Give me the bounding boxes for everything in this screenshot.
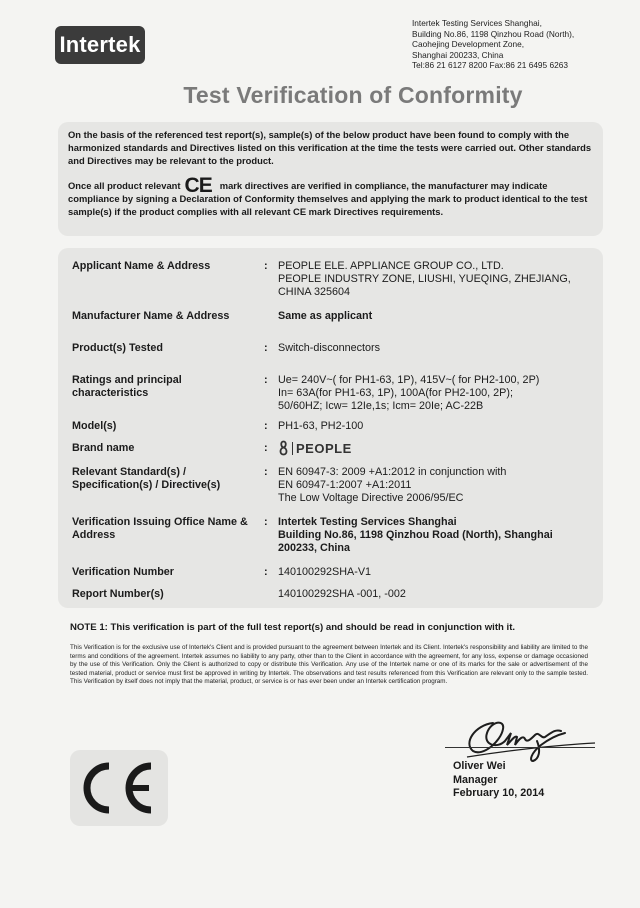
detail-value: Same as applicant xyxy=(278,310,373,322)
brand-logo xyxy=(278,440,352,456)
colon-separator: : xyxy=(264,442,268,454)
detail-label: Brand name xyxy=(72,442,135,454)
detail-value: Ue= 240V~( for PH1-63, 1P), 415V~( for PH2-100, 2P) In= 63A(for PH1-63, 1P), 100A(for PH2-100, 2P); 50/60HZ; Icw= 12Ie,1s; Icm= 20Ie; AC-22B xyxy=(278,374,540,413)
detail-label: Product(s) Tested xyxy=(72,342,163,354)
intro-paragraph: On the basis of the referenced test report(s), sample(s) of the below product have been found to comply with the harmonized standards and Directives listed on this verification at the time the tests were carried out. Other standards and Directives may be relevant to the product. xyxy=(68,129,592,167)
address-line: Intertek Testing Services Shanghai, xyxy=(412,18,542,28)
issuer-address-block xyxy=(412,18,632,71)
colon-separator: : xyxy=(264,566,268,578)
signature-line xyxy=(445,747,595,748)
detail-value: 140100292SHA-V1 xyxy=(278,566,372,578)
logo-text: Intertek xyxy=(59,32,141,57)
address-line: Tel:86 21 6127 8200 Fax:86 21 6495 6263 xyxy=(412,60,568,71)
detail-label: Ratings and principal characteristics xyxy=(72,374,182,400)
detail-value: Switch-disconnectors xyxy=(278,342,381,354)
colon-separator: : xyxy=(264,374,268,386)
ce-mark-icon: CE xyxy=(184,174,212,197)
address-line: Caohejing Development Zone, xyxy=(412,39,525,50)
signature-date: February 10, 2014 xyxy=(453,787,545,799)
detail-label: Verification Issuing Office Name & Address xyxy=(72,516,248,542)
signature-image xyxy=(445,705,605,767)
detail-value: Intertek Testing Services Shanghai Building No.86, 1198 Qinzhou Road (North), Shanghai 200233, China xyxy=(278,516,553,555)
address-line: Building No.86, 1198 Qinzhou Road (North), xyxy=(412,28,575,39)
ce-mark-icon xyxy=(79,760,159,816)
ce-logo xyxy=(70,750,168,826)
intro-text-after: mark directives are verified in compliance, the manufacturer may indicate compliance by signing a Declaration of Conformity themselves and applying the mark to product identical to the test sample(s) if the product complies with all relevant CE mark Directives requirements. xyxy=(68,180,588,218)
page-title: Test Verification of Conformity xyxy=(183,82,523,108)
intertek-logo xyxy=(55,26,145,64)
intro-box xyxy=(58,122,603,236)
detail-value: PEOPLE ELE. APPLIANCE GROUP CO., LTD. PEOPLE INDUSTRY ZONE, LIUSHI, YUEQING, ZHEJIANG, CHINA 325604 xyxy=(278,260,571,299)
disclaimer-text: This Verification is for the exclusive use of Intertek's Client and is provided pursuant to the agreement between Intertek and its Client. Intertek's responsibility and liability are limited to the terms and conditions of the agreement. Intertek assumes no liability to any party, other than to the Client in accordance with the agreement, for any loss, expense or damage occasioned by the use of this Verification. Only the Client is authorized to copy or distribute this Verification. Any use of the Intertek name or one of its marks for the sale or advertisement of the tested material, product or service must first be approved in writing by Intertek. The observations and test results referenced from this Verification are relevant only to the sample tested. This Verification by itself does not imply that the material, product, or service is or has ever been under an Intertek certification program. xyxy=(70,644,588,685)
signer-title: Manager xyxy=(453,773,498,786)
intro-ce-paragraph xyxy=(68,174,598,219)
people-brand-icon xyxy=(278,440,289,456)
detail-label: Report Number(s) xyxy=(72,588,164,600)
detail-label: Relevant Standard(s) / Specification(s) / Directive(s) xyxy=(72,466,221,492)
colon-separator: : xyxy=(264,516,268,528)
detail-value: EN 60947-3: 2009 +A1:2012 in conjunction with EN 60947-1:2007 +A1:2011 The Low Voltage Directive 2006/95/EC xyxy=(278,466,507,505)
address-line: Shanghai 200233, China xyxy=(412,49,504,60)
brand-text: PEOPLE xyxy=(296,440,352,456)
colon-separator: : xyxy=(264,342,268,354)
colon-separator: : xyxy=(264,260,268,272)
note-text: NOTE 1: This verification is part of the full test report(s) and should be read in conjunction with it. xyxy=(70,622,516,633)
detail-label: Applicant Name & Address xyxy=(72,260,211,272)
intro-text-before: Once all product relevant xyxy=(68,180,181,191)
detail-value: PH1-63, PH2-100 xyxy=(278,420,364,432)
signer-block xyxy=(453,760,613,801)
colon-separator: : xyxy=(264,420,268,432)
brand-divider xyxy=(292,442,293,455)
detail-label: Verification Number xyxy=(72,566,174,578)
detail-value: 140100292SHA -001, -002 xyxy=(278,588,406,600)
colon-separator: : xyxy=(264,466,268,478)
detail-label: Model(s) xyxy=(72,420,117,432)
details-box xyxy=(58,248,603,608)
signer-name: Oliver Wei xyxy=(453,760,506,772)
detail-label: Manufacturer Name & Address xyxy=(72,310,230,322)
